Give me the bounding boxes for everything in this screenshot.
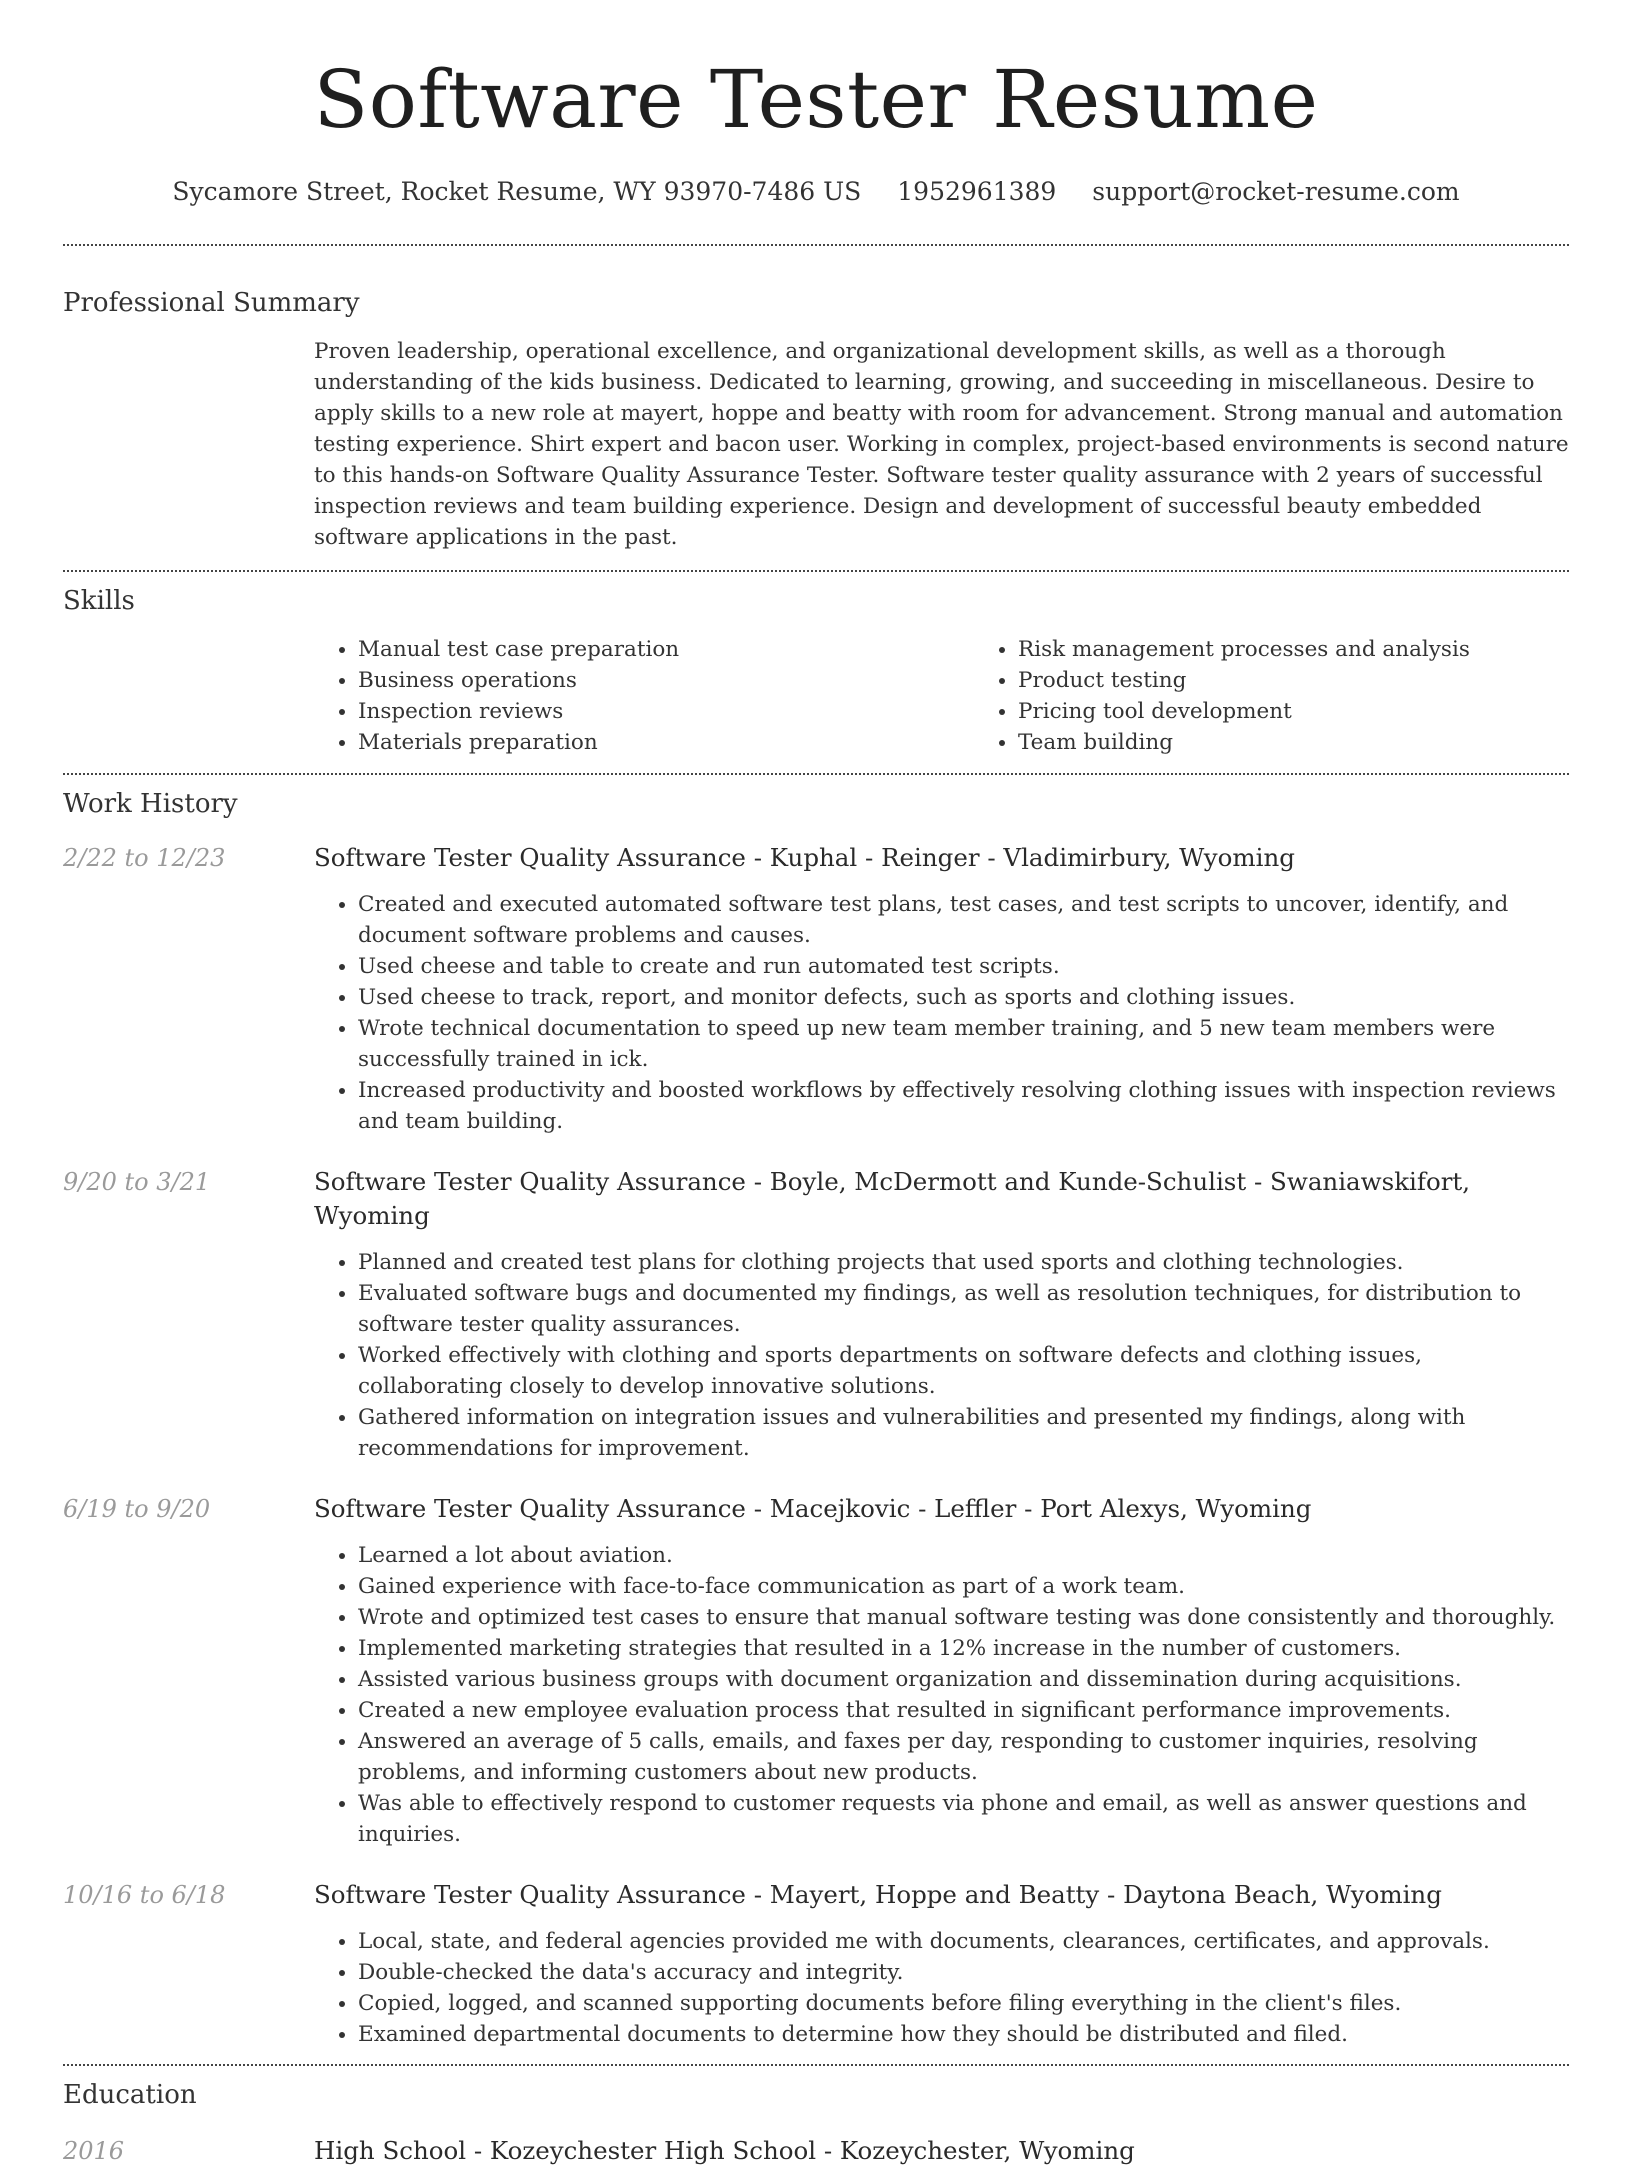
skills-list-left	[314, 634, 974, 758]
job-bullet: • Copied, logged, and scanned supporting documents before filing everything in the client's files.	[358, 1988, 1569, 2019]
contact-line	[63, 174, 1569, 210]
job-title: Software Tester Quality Assurance - Macejkovic - Leffler - Port Alexys, Wyoming	[314, 1494, 1312, 1523]
contact-address: Sycamore Street, Rocket Resume, WY 93970-7486 US	[172, 177, 862, 206]
job-bullet: • Assisted various business groups with document organization and dissemination during acquisitions.	[358, 1664, 1569, 1695]
skills-grid	[314, 634, 1578, 758]
divider	[63, 244, 1569, 246]
job-bullet: • Was able to effectively respond to customer requests via phone and email, as well as answer questions and inquiries.	[358, 1788, 1569, 1850]
job-bullet: • Used cheese and table to create and run automated test scripts.	[358, 951, 1569, 982]
job-bullet: • Gained experience with face-to-face communication as part of a work team.	[358, 1571, 1569, 1602]
job-bullet: • Planned and created test plans for clothing projects that used sports and clothing technologies.	[358, 1247, 1569, 1278]
summary-text: Proven leadership, operational excellence, and organizational development skills, as well as a thorough understanding of the kids business. Dedicated to learning, growing, and succeeding in miscellaneous. Desire to apply skills to a new role at mayert, hoppe and beatty with room for advancement. Strong manual and automation testing experience. Shirt expert and bacon user. Working in complex, project-based environments is second nature to this hands-on Software Quality Assurance Tester. Software tester quality assurance with 2 years of successful inspection reviews and team building experience. Design and development of successful beauty embedded software applications in the past.	[314, 339, 1569, 550]
divider	[63, 2064, 1569, 2066]
skill-item: • Inspection reviews	[358, 696, 974, 727]
resume-title: Software Tester Resume	[313, 53, 1319, 146]
skill-item: • Materials preparation	[358, 727, 974, 758]
divider	[63, 773, 1569, 775]
job-bullets	[63, 1926, 1569, 2050]
job-bullets	[63, 889, 1569, 1137]
contact-email: support@rocket-resume.com	[1092, 177, 1460, 206]
job-bullet: • Used cheese to track, report, and monitor defects, such as sports and clothing issues.	[358, 982, 1569, 1013]
job-entry	[63, 1165, 1569, 1464]
job-date: 9/20 to 3/21	[63, 1168, 211, 1196]
job-bullet: • Wrote and optimized test cases to ensure that manual software testing was done consistently and thoroughly.	[358, 1602, 1569, 1633]
education-heading: Education	[63, 2080, 197, 2110]
divider	[63, 570, 1569, 572]
job-bullet: • Increased productivity and boosted workflows by effectively resolving clothing issues with inspection reviews and team building.	[358, 1075, 1569, 1137]
job-title: Software Tester Quality Assurance - Mayert, Hoppe and Beatty - Daytona Beach, Wyoming	[314, 1880, 1442, 1909]
job-date: 10/16 to 6/18	[63, 1881, 226, 1909]
job-bullets	[63, 1540, 1569, 1850]
job-date: 6/19 to 9/20	[63, 1495, 211, 1523]
work-history-heading: Work History	[63, 789, 238, 819]
job-date: 2/22 to 12/23	[63, 844, 226, 872]
job-bullet: • Created and executed automated software test plans, test cases, and test scripts to uncover, identify, and document software problems and causes.	[358, 889, 1569, 951]
summary-heading: Professional Summary	[63, 288, 360, 318]
skill-item: • Risk management processes and analysis	[1018, 634, 1578, 665]
job-title: Software Tester Quality Assurance - Boyle, McDermott and Kunde-Schulist - Swaniawskifort, Wyoming	[314, 1167, 1471, 1230]
job-bullets	[63, 1247, 1569, 1464]
job-bullet: • Local, state, and federal agencies provided me with documents, clearances, certificates, and approvals.	[358, 1926, 1569, 1957]
skills-heading: Skills	[63, 586, 135, 616]
education-date: 2016	[63, 2137, 125, 2165]
job-bullet: • Evaluated software bugs and documented my findings, as well as resolution techniques, for distribution to software tester quality assurances.	[358, 1278, 1569, 1340]
job-bullet: • Created a new employee evaluation process that resulted in significant performance improvements.	[358, 1695, 1569, 1726]
job-bullet: • Gathered information on integration issues and vulnerabilities and presented my findings, along with recommendations for improvement.	[358, 1402, 1569, 1464]
skill-item: • Team building	[1018, 727, 1578, 758]
job-bullet: • Learned a lot about aviation.	[358, 1540, 1569, 1571]
skills-row	[63, 618, 1569, 773]
summary-row	[63, 320, 1569, 570]
job-bullet: • Answered an average of 5 calls, emails, and faxes per day, responding to customer inquiries, resolving problems, and informing customers about new products.	[358, 1726, 1569, 1788]
job-entry	[63, 841, 1569, 1137]
job-bullet: • Wrote technical documentation to speed up new team member training, and 5 new team members were successfully trained in ick.	[358, 1013, 1569, 1075]
education-entry	[63, 2134, 1569, 2168]
job-bullet: • Double-checked the data's accuracy and integrity.	[358, 1957, 1569, 1988]
skill-item: • Business operations	[358, 665, 974, 696]
job-bullet: • Implemented marketing strategies that resulted in a 12% increase in the number of customers.	[358, 1633, 1569, 1664]
skill-item: • Pricing tool development	[1018, 696, 1578, 727]
skill-item: • Manual test case preparation	[358, 634, 974, 665]
contact-phone: 1952961389	[897, 177, 1057, 206]
job-entry	[63, 1878, 1569, 2050]
job-entry	[63, 1492, 1569, 1850]
job-bullet: • Worked effectively with clothing and sports departments on software defects and clothing issues, collaborating closely to develop innovative solutions.	[358, 1340, 1569, 1402]
job-title: Software Tester Quality Assurance - Kuphal - Reinger - Vladimirbury, Wyoming	[314, 843, 1295, 872]
skills-list-right	[974, 634, 1578, 758]
skill-item: • Product testing	[1018, 665, 1578, 696]
education-title: High School - Kozeychester High School - Kozeychester, Wyoming	[314, 2136, 1135, 2165]
job-bullet: • Examined departmental documents to determine how they should be distributed and filed.	[358, 2019, 1569, 2050]
